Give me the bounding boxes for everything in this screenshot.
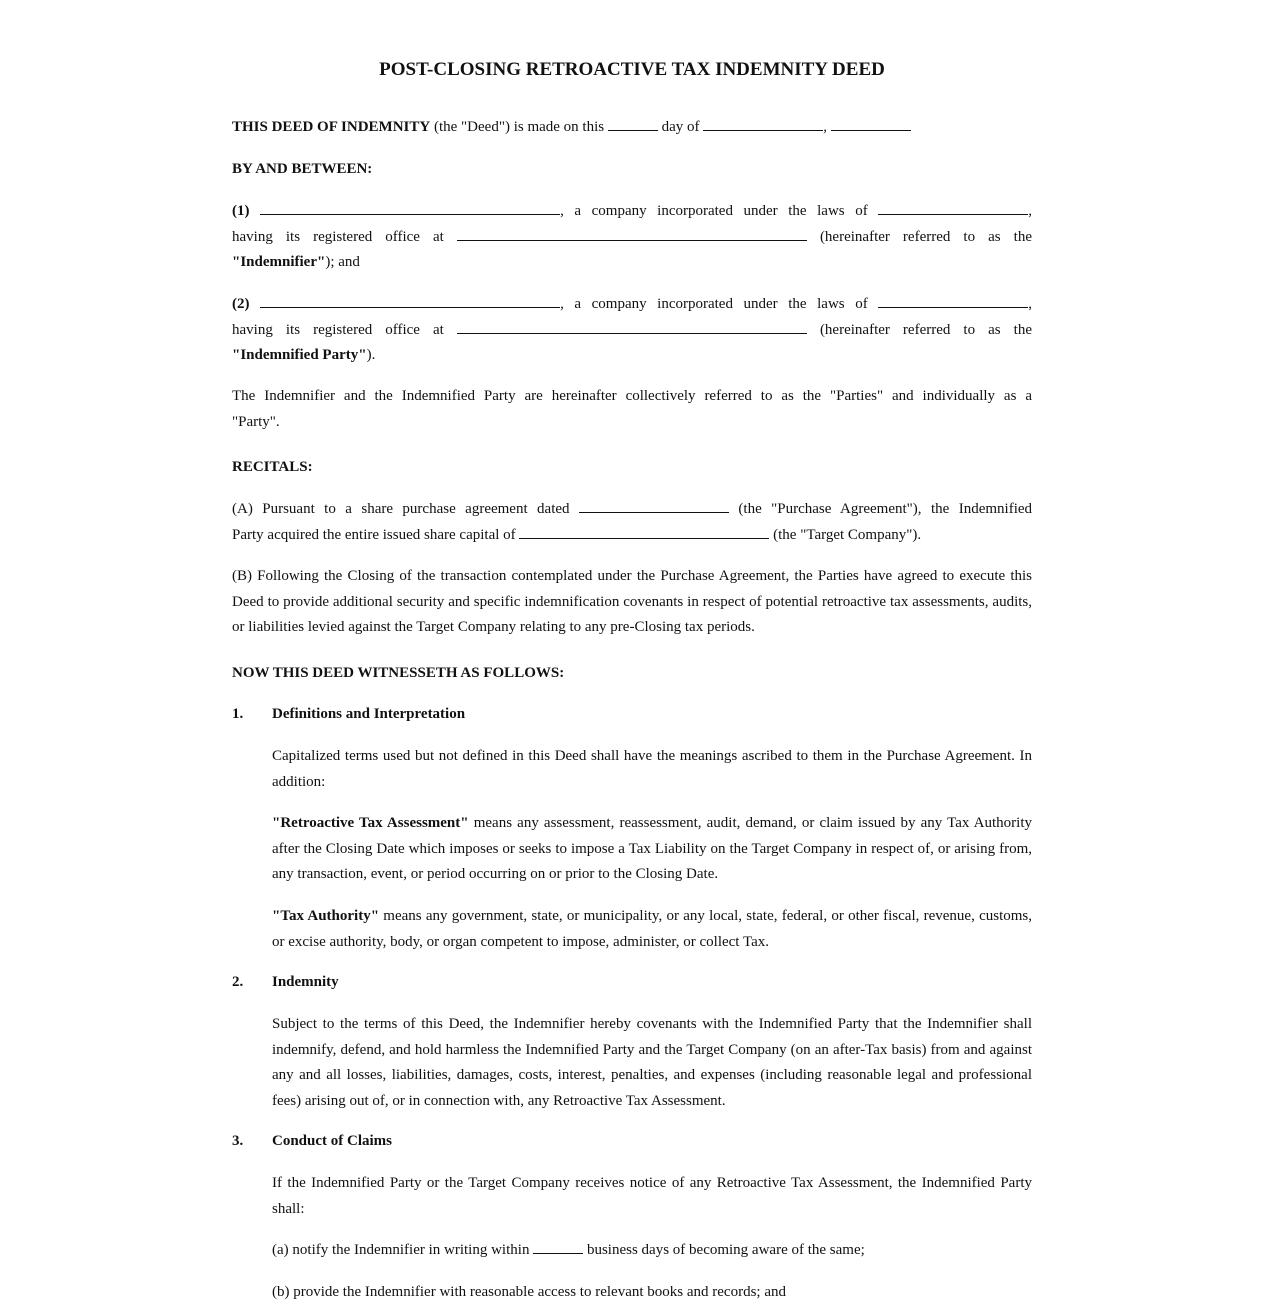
section-3-number: 3. bbox=[232, 1133, 244, 1149]
party-2-office-blank[interactable] bbox=[457, 318, 807, 334]
recital-a-text-3: Party acquired the entire issued share capital of bbox=[232, 526, 520, 543]
party-2 bbox=[232, 292, 1032, 369]
intro-lead: THIS DEED OF INDEMNITY bbox=[232, 119, 431, 135]
party-1-number: (1) bbox=[232, 203, 250, 219]
party-2-text-5: ). bbox=[366, 347, 376, 364]
purchase-date-blank[interactable] bbox=[579, 497, 729, 513]
party-1-line-3 bbox=[232, 250, 1032, 276]
party-1-jurisdiction-blank[interactable] bbox=[878, 199, 1028, 215]
party-1-text-3: having its registered office at bbox=[232, 228, 457, 245]
party-2-name-blank[interactable] bbox=[260, 292, 560, 308]
section-3-item-a bbox=[272, 1238, 1032, 1264]
definition-2-text: means any government, state, or municipality, or any local, state, federal, or other fiscal, revenue, customs, or excise authority, body, or organ competent to impose, administer, or collect Tax. bbox=[272, 908, 1033, 950]
parties-clause-line-2: "Party". bbox=[232, 413, 280, 430]
between-heading: BY AND BETWEEN: bbox=[232, 161, 373, 177]
section-1-number: 1. bbox=[232, 706, 244, 722]
party-1-text-1: , a company incorporated under the laws of bbox=[560, 203, 879, 219]
party-1-office-blank[interactable] bbox=[457, 225, 807, 241]
recital-a-text-1: (A) Pursuant to a share purchase agreement dated bbox=[232, 501, 579, 517]
party-1-name-blank[interactable] bbox=[260, 199, 560, 215]
section-2-text: Subject to the terms of this Deed, the Indemnifier hereby covenants with the Indemnified Party that the Indemnifier shall indemnify, defend, and hold harmless the Indemnified Party and the Target Company (on an after-Tax basis) from and against any and all losses, liabilities, damages, costs, interest, penalties, and expenses (including reasonable legal and professional fees) arising out of, or in connection with, any Retroactive Tax Assessment. bbox=[272, 1016, 1032, 1110]
party-2-text-4: (hereinafter referred to as the bbox=[819, 321, 1033, 338]
recital-b: (B) Following the Closing of the transaction contemplated under the Purchase Agreement, the Parties have agreed to execute this Deed to provide additional security and specific indemnification covenants in respect of potential retroactive tax assessments, audits, or liabilities levied against the Target Company relating to any pre-Closing tax periods. bbox=[232, 568, 1032, 636]
section-1-intro: Capitalized terms used but not defined in this Deed shall have the meanings ascribed to them in the Purchase Agreement. In addition: bbox=[272, 748, 1032, 790]
recital-a-line-1 bbox=[232, 497, 1032, 523]
section-2-number: 2. bbox=[232, 974, 244, 990]
definition-retroactive-tax-assessment bbox=[272, 811, 1032, 888]
item-a-text-1: (a) notify the Indemnifier in writing within bbox=[272, 1242, 534, 1258]
party-1-text-5: ); and bbox=[325, 254, 360, 271]
party-2-jurisdiction-blank[interactable] bbox=[878, 292, 1028, 308]
party-1-line-1 bbox=[232, 199, 1032, 225]
party-1-text-2: , bbox=[1028, 203, 1032, 219]
day-blank[interactable] bbox=[608, 115, 658, 131]
recital-a-text-4: (the "Target Company"). bbox=[769, 526, 922, 543]
party-1-line-2 bbox=[232, 225, 1032, 251]
section-3-title: Conduct of Claims bbox=[272, 1133, 393, 1149]
recital-a-text-2: (the "Purchase Agreement"), the Indemnified bbox=[738, 501, 1033, 517]
recital-a bbox=[232, 497, 1032, 548]
party-1-defined-term: "Indemnifier" bbox=[232, 254, 326, 271]
document-title: POST-CLOSING RETROACTIVE TAX INDEMNITY DEED bbox=[379, 59, 885, 80]
intro-text-2: day of bbox=[657, 119, 704, 135]
party-2-line-3 bbox=[232, 343, 1032, 369]
intro-line bbox=[232, 115, 1032, 141]
parties-clause bbox=[232, 384, 1032, 435]
notice-days-blank[interactable] bbox=[533, 1238, 583, 1254]
intro-text-1: (the "Deed") is made on this bbox=[430, 119, 608, 135]
year-blank[interactable] bbox=[831, 115, 911, 131]
definition-1-text: means any assessment, reassessment, audit, demand, or claim issued by any Tax Authority after the Closing Date which imposes or seeks to impose a Tax Liability on the Target Company in respect of, or arising from, any transaction, event, or period occurring on or prior to the Closing Date. bbox=[272, 815, 1032, 883]
party-1 bbox=[232, 199, 1032, 276]
section-1-title: Definitions and Interpretation bbox=[272, 706, 466, 722]
definition-1-term: "Retroactive Tax Assessment" bbox=[272, 815, 469, 831]
section-3-intro: If the Indemnified Party or the Target Company receives notice of any Retroactive Tax Assessment, the Indemnified Party shall: bbox=[272, 1175, 1032, 1217]
recital-a-line-2 bbox=[232, 523, 1032, 549]
party-2-number: (2) bbox=[232, 296, 250, 312]
intro-text-3: , bbox=[823, 119, 831, 135]
party-2-defined-term: "Indemnified Party" bbox=[232, 347, 367, 364]
party-2-text-1: , a company incorporated under the laws of bbox=[560, 296, 879, 312]
witnesseth-heading: NOW THIS DEED WITNESSETH AS FOLLOWS: bbox=[232, 665, 565, 681]
recitals-heading: RECITALS: bbox=[232, 459, 313, 475]
definition-2-term: "Tax Authority" bbox=[272, 908, 380, 924]
party-2-line-2 bbox=[232, 318, 1032, 344]
party-2-text-3: having its registered office at bbox=[232, 321, 457, 338]
party-1-text-4: (hereinafter referred to as the bbox=[819, 228, 1033, 245]
target-company-blank[interactable] bbox=[519, 523, 769, 539]
definition-tax-authority bbox=[272, 904, 1032, 955]
item-a-text-2: business days of becoming aware of the same; bbox=[583, 1242, 865, 1258]
parties-clause-line-1: The Indemnifier and the Indemnified Party are hereinafter collectively referred to as the "Parties" and individually as a bbox=[232, 388, 1032, 404]
party-2-text-2: , bbox=[1028, 296, 1032, 312]
section-2-title: Indemnity bbox=[272, 974, 339, 990]
party-2-line-1 bbox=[232, 292, 1032, 318]
month-blank[interactable] bbox=[703, 115, 823, 131]
section-3-item-b: (b) provide the Indemnifier with reasonable access to relevant books and records; and bbox=[272, 1284, 786, 1300]
